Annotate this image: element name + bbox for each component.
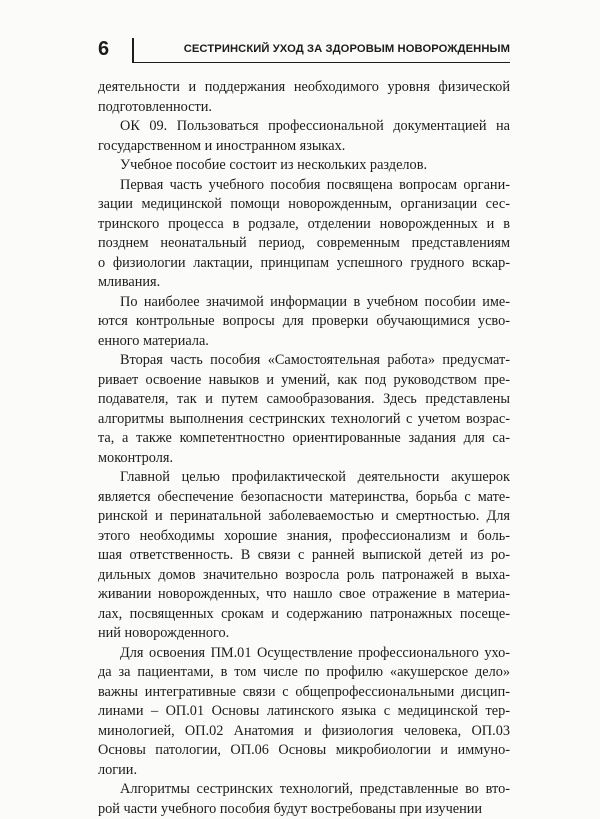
- paragraph: [98, 117, 510, 156]
- text-line: позднем неонатальный период, современным представлениям: [98, 234, 510, 254]
- running-title: СЕСТРИНСКИЙ УХОД ЗА ЗДОРОВЫМ НОВОРОЖДЕННЫМ: [138, 42, 510, 56]
- text-line: Первая часть учебного пособия посвящена вопросам органи-: [98, 176, 510, 196]
- text-line: ОК 09. Пользоваться профессиональной документацией на: [98, 117, 510, 137]
- text-line: лах, посвященных срокам и содержанию патронажных посеще-: [98, 605, 510, 625]
- text-line: Вторая часть пособия «Самостоятельная работа» предусмат-: [98, 351, 510, 371]
- paragraph: [98, 293, 510, 352]
- paragraph: [98, 351, 510, 468]
- text-line: Алгоритмы сестринских технологий, представленные во вто-: [98, 780, 510, 800]
- header-underline: [132, 62, 510, 63]
- text-line: ются контрольные вопросы для проверки обучающимися усво-: [98, 312, 510, 332]
- text-line: Главной целью профилактической деятельности акушерок: [98, 468, 510, 488]
- text-line: подготовленности.: [98, 98, 510, 118]
- text-line: о физиологии лактации, принципам успешного грудного вскар-: [98, 254, 510, 274]
- header-vertical-rule: [132, 38, 134, 62]
- text-line: логии.: [98, 761, 510, 781]
- text-line: ний новорожденного.: [98, 624, 510, 644]
- text-line: енного материала.: [98, 332, 510, 352]
- text-line: тринского процесса в родзале, отделении новорожденных и в: [98, 215, 510, 235]
- text-line: важны интегративные связи с общепрофессиональными дисцип-: [98, 683, 510, 703]
- paragraph: [98, 644, 510, 781]
- body-text: [98, 78, 510, 819]
- text-line: подавателя, так и путем самообразования. Здесь представлены: [98, 390, 510, 410]
- text-line: линами – ОП.01 Основы латинского языка с медицинской тер-: [98, 702, 510, 722]
- text-line: государственном и иностранном языках.: [98, 137, 510, 157]
- text-line: является обеспечение безопасности материнства, борьба с мате-: [98, 488, 510, 508]
- text-line: ринской и перинатальной заболеваемостью и смертностью. Для: [98, 507, 510, 527]
- text-line: зации медицинской помощи новорожденным, организации сес-: [98, 195, 510, 215]
- text-line: Учебное пособие состоит из нескольких разделов.: [98, 156, 510, 176]
- text-line: Для освоения ПМ.01 Осуществление профессионального ухо-: [98, 644, 510, 664]
- text-line: этого необходимы хорошие знания, профессионализм и боль-: [98, 527, 510, 547]
- text-line: живании новорожденных, что нашло свое отражение в материа-: [98, 585, 510, 605]
- text-line: деятельности и поддержания необходимого уровня физической: [98, 78, 510, 98]
- text-line: дильных домов значительно возросла роль патронажей в выха-: [98, 566, 510, 586]
- text-line: та, а также компетентностно ориентированные задания для са-: [98, 429, 510, 449]
- text-line: ривает освоение навыков и умений, как под руководством пре-: [98, 371, 510, 391]
- page-number: 6: [98, 36, 109, 62]
- paragraph: [98, 176, 510, 293]
- text-line: мливания.: [98, 273, 510, 293]
- paragraph: [98, 78, 510, 117]
- paragraph: [98, 468, 510, 644]
- paragraph: [98, 156, 510, 176]
- text-line: Основы патологии, ОП.06 Основы микробиологии и иммуно-: [98, 741, 510, 761]
- text-line: да за пациентами, в том числе по профилю «акушерское дело»: [98, 663, 510, 683]
- text-line: шая ответственность. В связи с ранней выпиской детей из ро-: [98, 546, 510, 566]
- text-line: минологией, ОП.02 Анатомия и физиология человека, ОП.03: [98, 722, 510, 742]
- running-header: [98, 36, 510, 66]
- paragraph: [98, 780, 510, 819]
- text-line: алгоритмы выполнения сестринских технологий с учетом возрас-: [98, 410, 510, 430]
- text-line: моконтроля.: [98, 449, 510, 469]
- text-line: рой части учебного пособия будут востребованы при изучении: [98, 800, 510, 819]
- text-line: По наиболее значимой информации в учебном пособии име-: [98, 293, 510, 313]
